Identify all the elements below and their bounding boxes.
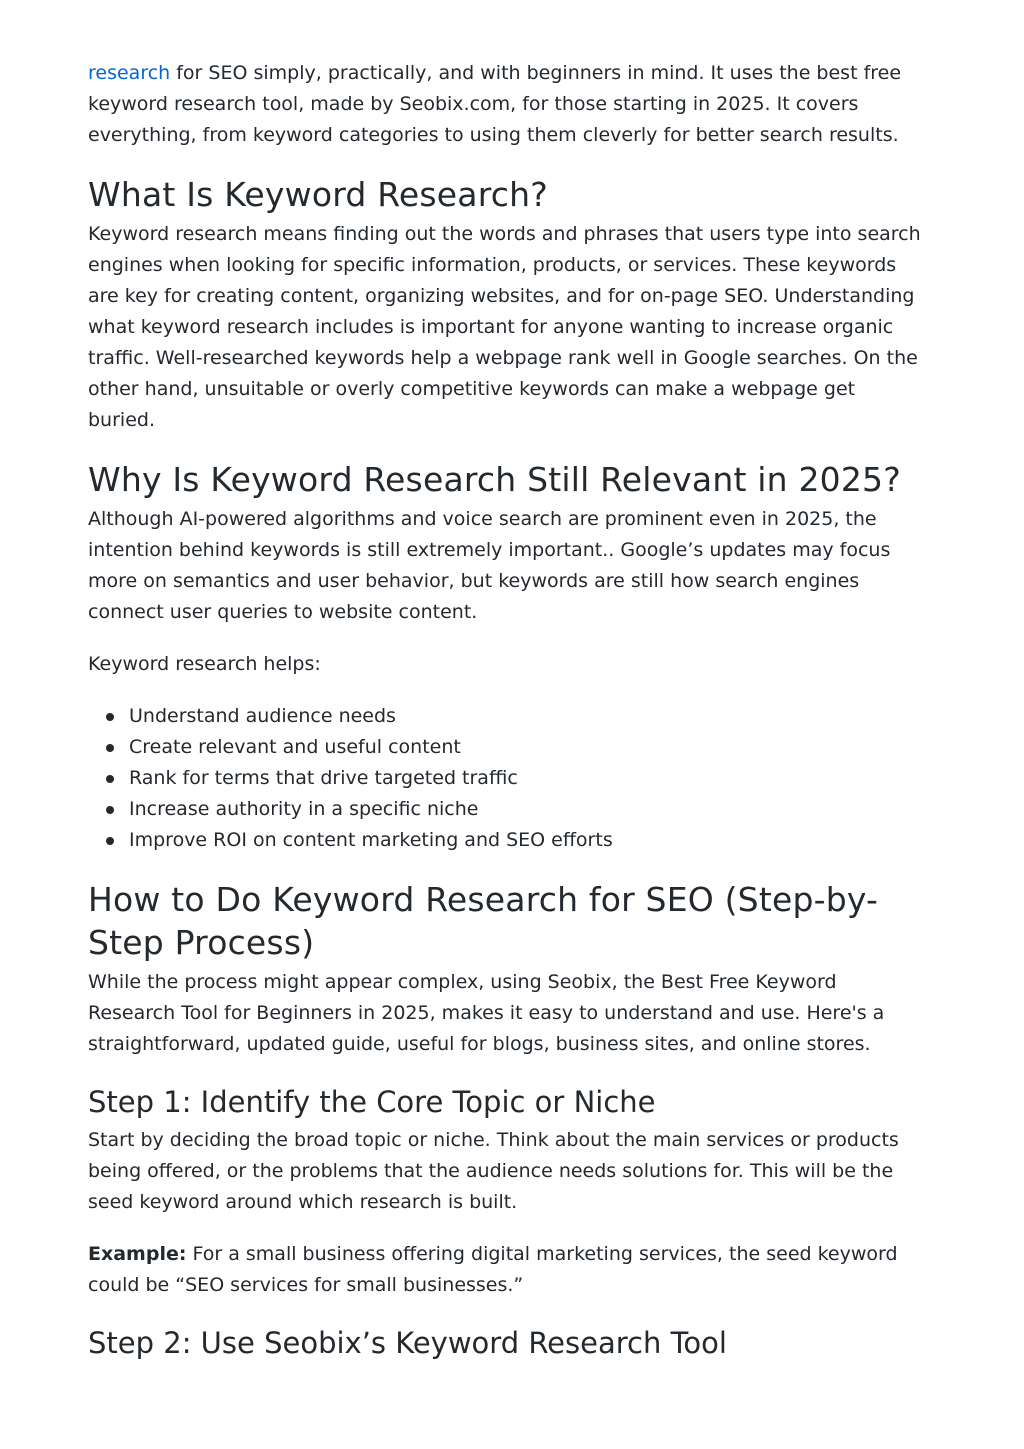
list-item: Rank for terms that drive targeted traffic: [129, 763, 924, 794]
list-item: Improve ROI on content marketing and SEO efforts: [129, 825, 924, 856]
intro-text: for SEO simply, practically, and with beginners in mind. It uses the best free keyword research tool, made by Seobix.com, for those starting in 2025. It covers everything, from keyword categories to using them cleverly for better search results.: [88, 62, 902, 146]
list-intro: Keyword research helps:: [88, 653, 321, 675]
what-paragraph: Keyword research means finding out the words and phrases that users type into search engines when looking for specific information, products, or services. These keywords are key for creating content, organizing websites, and for on-page SEO. Understanding what keyword research includes is important for anyone wanting to increase organic traffic. Well-researched keywords help a webpage rank well in Google searches. On the other hand, unsuitable or overly competitive keywords can make a webpage get buried.: [88, 223, 921, 431]
heading-how-to: How to Do Keyword Research for SEO (Step-by-Step Process): [88, 880, 879, 962]
benefits-list: [88, 701, 924, 856]
list-item: Understand audience needs: [129, 701, 924, 732]
list-item: Create relevant and useful content: [129, 732, 924, 763]
example-text: For a small business offering digital marketing services, the seed keyword could be “SEO services for small businesses.”: [88, 1243, 898, 1296]
step1-example: [88, 1239, 924, 1301]
heading-why-relevant: Why Is Keyword Research Still Relevant in 2025?: [88, 460, 901, 499]
heading-what-is-keyword-research: What Is Keyword Research?: [88, 175, 548, 214]
heading-step-1: Step 1: Identify the Core Topic or Niche: [88, 1085, 656, 1119]
intro-paragraph: [88, 58, 924, 151]
why-paragraph: Although AI-powered algorithms and voice search are prominent even in 2025, the intention behind keywords is still extremely important.. Google’s updates may focus more on semantics and user behavior, but keywords are still how search engines connect user queries to website content.: [88, 508, 891, 623]
heading-step-2: Step 2: Use Seobix’s Keyword Research Tool: [88, 1326, 727, 1360]
how-paragraph: While the process might appear complex, using Seobix, the Best Free Keyword Research Tool for Beginners in 2025, makes it easy to understand and use. Here's a straightforward, updated guide, useful for blogs, business sites, and online stores.: [88, 971, 885, 1055]
list-item: Increase authority in a specific niche: [129, 794, 924, 825]
step1-paragraph: Start by deciding the broad topic or niche. Think about the main services or products being offered, or the problems that the audience needs solutions for. This will be the seed keyword around which research is built.: [88, 1129, 899, 1213]
example-label: Example:: [88, 1243, 187, 1265]
research-link[interactable]: research: [88, 62, 171, 84]
